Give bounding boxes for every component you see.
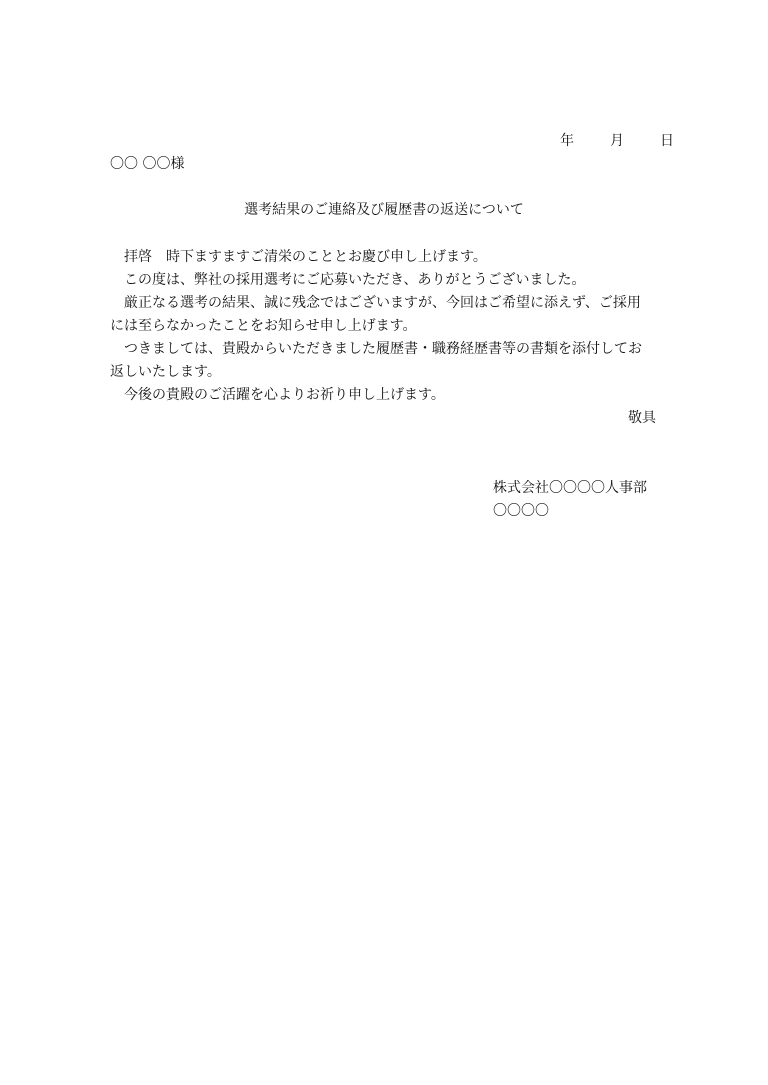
body-line-greeting: 拝啓 時下ますますご清栄のこととお慶び申し上げます。 [110, 249, 487, 265]
sender-name: 〇〇〇〇 [493, 503, 549, 519]
body-line-result-1: 厳正なる選考の結果、誠に残念ではございますが、今回はご希望に添えず、ご採用 [110, 295, 641, 311]
date-line [560, 133, 674, 149]
date-month-label: 月 [610, 133, 624, 149]
body-line-return-1: つきましては、貴殿からいただきました履歴書・職務経歴書等の書類を添付してお [110, 341, 642, 357]
body-line-result-2: には至らなかったことをお知らせ申し上げます。 [110, 318, 417, 334]
sender-company: 株式会社〇〇〇〇人事部 [493, 480, 647, 496]
recipient-name: 〇〇 〇〇様 [110, 156, 185, 172]
letter-subject: 選考結果のご連絡及び履歴書の返送について [244, 202, 524, 218]
closing-word: 敬具 [628, 410, 656, 426]
body-line-return-2: 返しいたします。 [110, 364, 221, 380]
body-line-thanks: この度は、弊社の採用選考にご応募いただき、ありがとうございました。 [110, 272, 586, 288]
body-line-wishes: 今後の貴殿のご活躍を心よりお祈り申し上げます。 [110, 387, 445, 403]
date-year-label: 年 [560, 133, 574, 149]
date-day-label: 日 [660, 133, 674, 149]
